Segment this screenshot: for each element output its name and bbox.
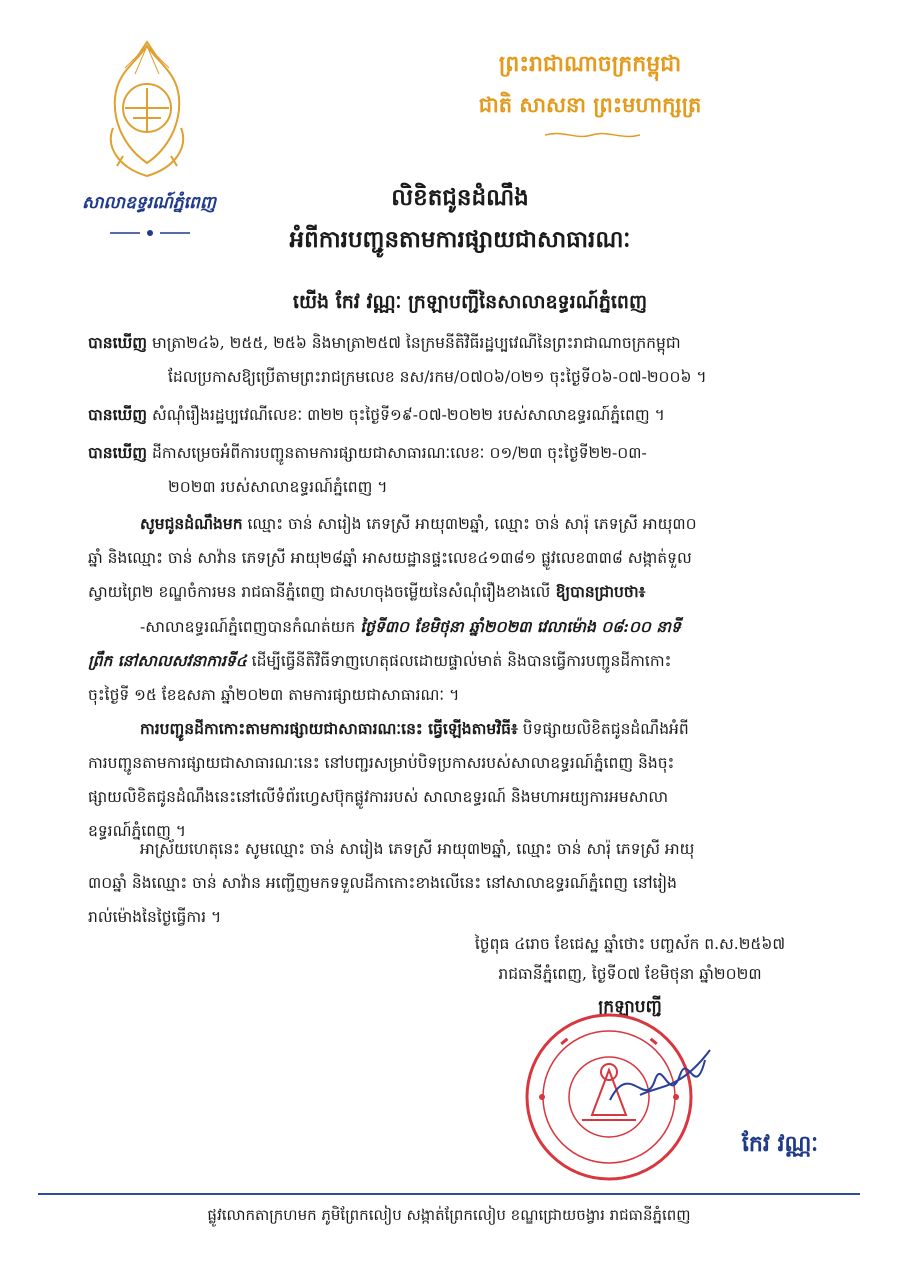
notify-label: សូមជូនដំណឹងមក [140, 514, 243, 533]
seen-text: សំណុំរឿងរដ្ឋប្បវេណីលេខៈ ៣២២ ចុះថ្ងៃទី១៩-០៧-២០២២ របស់សាលាឧទ្ធរណ៍ភ្នំពេញ ។ [151, 406, 665, 424]
publish-label: ការបញ្ជូនដីកាកោះតាមការផ្សាយជាសាធារណៈនេះ [140, 719, 423, 738]
seen-label: បានឃើញ [88, 443, 148, 462]
seen-clause-2 [88, 398, 828, 432]
conclusion-text-2: ៣០ឆ្នាំ និងឈ្មោះ ចាន់ សាវ៉ាន អញ្ជើញមកទទួលដីកាកោះខាងលើនេះ នៅសាលាឧទ្ធរណ៍ភ្នំពេញ នៅរៀង [88, 874, 677, 892]
notify-bold: ឱ្យបានជ្រាបថា៖ [550, 582, 646, 601]
conclusion-paragraph [88, 832, 828, 934]
hearing-text: -សាលាឧទ្ធរណ៍ភ្នំពេញបានកំណត់យក [140, 618, 361, 636]
court-name: សាលាឧទ្ធរណ៍ភ្នំពេញ [81, 193, 217, 213]
conclusion-text-3: រាល់ម៉ោងនៃថ្ងៃធ្វើការ ។ [88, 908, 222, 926]
seen-text-cont: ២០២៣ របស់សាលាឧទ្ធរណ៍ភ្នំពេញ ។ [168, 478, 388, 496]
kingdom-heading: ព្រះរាជាណាចក្រកម្ពុជា [498, 51, 682, 77]
notify-text-2: ឆ្នាំ និងឈ្មោះ ចាន់ សាវ៉ាន ភេទស្រី អាយុ២៨ឆ្នាំ អាសយដ្ឋានផ្ទះលេខ៤១៣៨១ ផ្លូវលេខ៣៣៨ សង្កាត់ទួល [88, 549, 692, 567]
hearing-room: ព្រឹក នៅសាលសវនាការទី៤ [88, 651, 247, 670]
seen-label: បានឃើញ [88, 333, 148, 352]
footer-divider [38, 1193, 860, 1195]
hearing-text-3: ចុះថ្ងៃទី ១៥ ខែឧសភា ឆ្នាំ២០២៣ តាមការផ្សាយជាសាធារណៈ ។ [88, 686, 460, 704]
notify-text-3: ស្វាយព្រៃ២ ខណ្ឌចំការមន រាជធានីភ្នំពេញ ជាសហចុងចម្លើយនៃសំណុំរឿងខាងលើ [88, 583, 551, 601]
seen-label: បានឃើញ [88, 405, 148, 424]
hearing-text-2: ដើម្បីធ្វើនីតិវិធីទាញហេតុផលដោយផ្ទាល់មាត់ និងបានធ្វើការបញ្ជូនដីកាកោះ [246, 652, 672, 670]
court-emblem-icon [95, 38, 200, 183]
solar-date: រាជធានីភ្នំពេញ, ថ្ងៃទី០៧ ខែមិថុនា ឆ្នាំ២០២៣ [498, 965, 762, 983]
publish-paragraph [88, 712, 828, 848]
publish-method: ធ្វើឡើងតាមវិធី៖ [422, 719, 518, 738]
handwritten-signature [600, 1040, 720, 1120]
publish-text-3: ផ្សាយលិខិតជូនដំណឹងនេះនៅលើទំព័រហ្វេសប៊ុកផ្លូវការរបស់ សាលាឧទ្ធរណ៍ និងមហាអយ្យការអមសាលា [88, 788, 669, 806]
publish-text-4: ឧទ្ធរណ៍ភ្នំពេញ ។ [88, 822, 187, 840]
document-title: លិខិតជូនដំណឹង [391, 184, 529, 211]
notify-text: ឈ្មោះ ចាន់ សារៀង ភេទស្រី អាយុ៣២ឆ្នាំ, ឈ្មោះ ចាន់ សារ៉ុ ភេទស្រី អាយុ៣០ [242, 515, 697, 533]
conclusion-text: អាស្រ័យហេតុនេះ សូមឈ្មោះ ចាន់ សារៀង ភេទស្រី អាយុ៣២ឆ្នាំ, ឈ្មោះ ចាន់ សារ៉ុ ភេទស្រី អាយុ [140, 840, 695, 858]
publish-text: បិទផ្សាយលិខិតជូនដំណឹងអំពី [517, 720, 689, 738]
divider-flourish-icon [110, 228, 190, 238]
publish-text-2: ការបញ្ជូនតាមការផ្សាយជាសាធារណៈនេះ នៅបញ្ជរសម្រាប់បិទប្រកាសរបស់សាលាឧទ្ធរណ៍ភ្នំពេញ និងចុះ [88, 754, 675, 772]
seen-text: ដីកាសម្រេចអំពីការបញ្ជូនតាមការផ្សាយជាសាធារណៈលេខៈ ០១/២៣ ចុះថ្ងៃទី២២-០៣- [151, 444, 647, 462]
divider-flourish-icon [545, 130, 640, 140]
notify-paragraph [88, 507, 828, 609]
signer-name: កែវ វណ្ណៈ [741, 1131, 819, 1157]
seen-text-cont: ដែលប្រកាសឱ្យប្រើតាមព្រះរាជក្រមលេខ នស/រកម/០៧០៦/០២១ ចុះថ្ងៃទី០៦-០៧-២០០៦ ។ [168, 368, 707, 386]
seen-clause-3 [88, 436, 828, 504]
hearing-date: ថ្ងៃទី៣០ ខែមិថុនា ឆ្នាំ២០២៣ វេលាម៉ោង ០៨:០០ នាទី [360, 617, 681, 636]
national-motto: ជាតិ សាសនា ព្រះមហាក្សត្រ [478, 92, 702, 117]
seen-text: មាត្រា២៤៦, ២៥៥, ២៥៦ និងមាត្រា២៥៧ នៃក្រមនីតិវិធីរដ្ឋប្បវេណីនៃព្រះរាជាណាចក្រកម្ពុជា [151, 334, 681, 352]
issuer-line: យើង កែវ វណ្ណៈ ក្រឡាបញ្ជីនៃសាលាឧទ្ធរណ៍ភ្នំពេញ [292, 291, 648, 313]
hearing-paragraph [88, 610, 828, 712]
seen-clause-1 [88, 326, 828, 394]
footer-address: ផ្លូវលោកតាក្រហមក ភូមិព្រែកលៀប សង្កាត់ព្រែកលៀប ខណ្ឌជ្រោយចង្វារ រាជធានីភ្នំពេញ [207, 1206, 691, 1224]
lunar-date: ថ្ងៃពុធ ៤រោច ខែជេស្ឋ ឆ្នាំថោះ បញ្ចស័ក ព.ស.២៥៦៧ [474, 935, 786, 953]
signer-title: ក្រឡាបញ្ជី [598, 997, 662, 1017]
document-subtitle: អំពីការបញ្ជូនតាមការផ្សាយជាសាធារណៈ [289, 226, 631, 253]
